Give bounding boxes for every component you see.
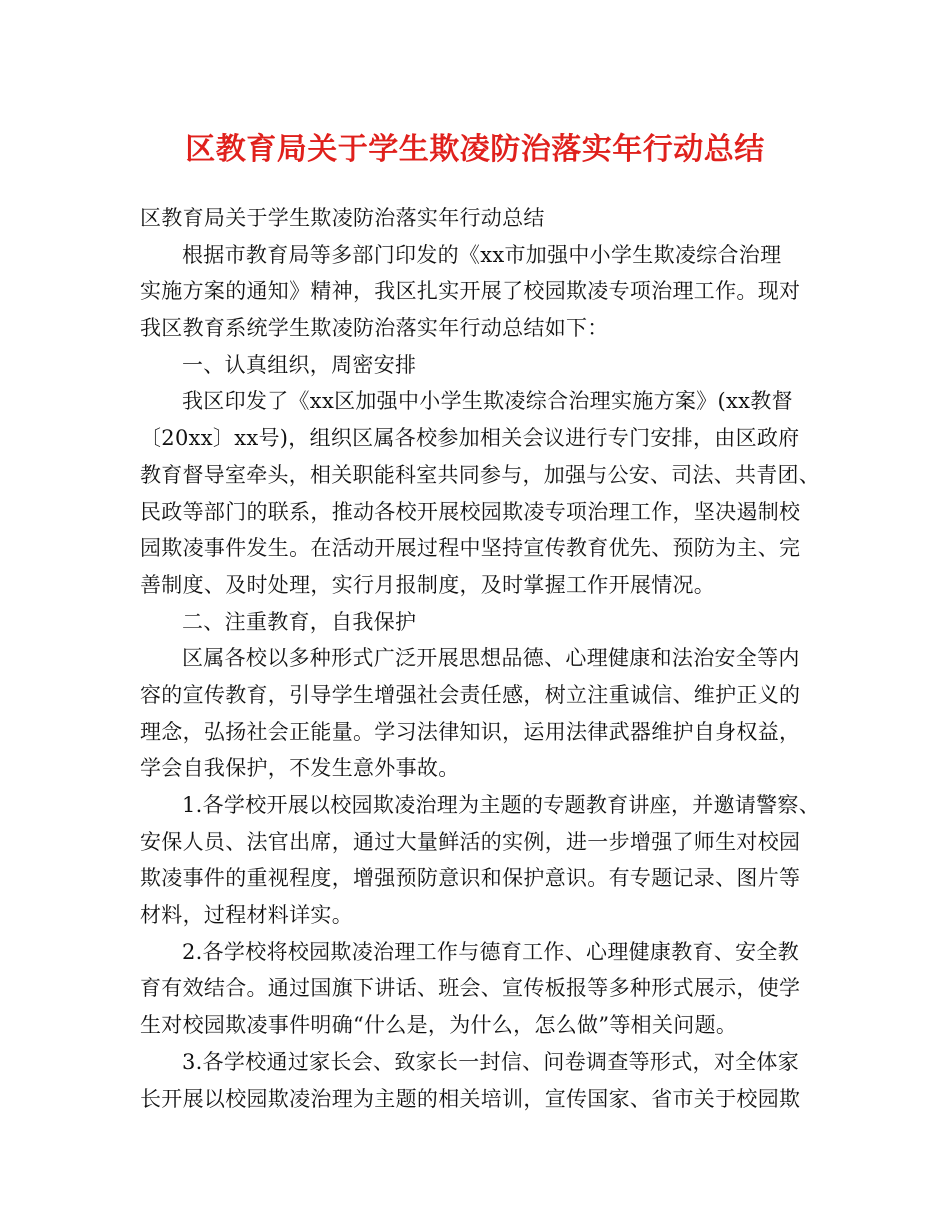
text-line: 区教育局关于学生欺凌防治落实年行动总结 (140, 206, 545, 230)
text-line: 材料，过程材料详实。 (140, 903, 353, 928)
document-title: 区教育局关于学生欺凌防治落实年行动总结 (185, 132, 765, 167)
text-line: 区属各校以多种形式广泛开展思想品德、心理健康和法治安全等内 (182, 646, 800, 671)
text-line: 容的宣传教育，引导学生增强社会责任感，树立注重诚信、维护正义的 (140, 682, 801, 707)
text-line: 我区教育系统学生欺凌防治落实年行动总结如下： (140, 316, 609, 341)
text-line: 园欺凌事件发生。在活动开展过程中坚持宣传教育优先、预防为主、完 (140, 536, 801, 561)
text-line: 生对校园欺凌事件明确“什么是，为什么，怎么做”等相关问题。 (140, 1013, 738, 1038)
text-line: 〔20xx〕xx号)，组织区属各校参加相关会议进行专门安排，由区政府 (140, 426, 800, 451)
text-line: 2.各学校将校园欺凌治理工作与德育工作、心理健康教育、安全教 (182, 939, 800, 964)
text-line: 学会自我保护，不发生意外事故。 (140, 756, 460, 781)
document-body (140, 200, 820, 1117)
text-line: 一、认真组织，周密安排 (182, 352, 417, 377)
text-line: 民政等部门的联系，推动各校开展校园欺凌专项治理工作，坚决遏制校 (140, 499, 801, 524)
text-line: 长开展以校园欺凌治理为主题的相关培训，宣传国家、省市关于校园欺 (140, 1086, 801, 1111)
text-line: 我区印发了《xx区加强中小学生欺凌综合治理实施方案》(xx教督 (182, 389, 793, 414)
text-line: 安保人员、法官出席，通过大量鲜活的实例，进一步增强了师生对校园 (140, 829, 801, 854)
text-line: 根据市教育局等多部门印发的《xx市加强中小学生欺凌综合治理 (182, 242, 782, 267)
text-line: 理念，弘扬社会正能量。学习法律知识，运用法律武器维护自身权益， (140, 719, 801, 744)
text-line: 欺凌事件的重视程度，增强预防意识和保护意识。有专题记录、图片等 (140, 866, 801, 891)
text-line: 二、注重教育，自我保护 (182, 609, 417, 634)
text-line: 1.各学校开展以校园欺凌治理为主题的专题教育讲座，并邀请警察、 (182, 793, 820, 817)
text-line: 育有效结合。通过国旗下讲话、班会、宣传板报等多种形式展示，使学 (140, 976, 801, 1001)
text-line: 教育督导室牵头，相关职能科室共同参与，加强与公安、司法、共青团、 (140, 462, 820, 487)
text-line: 善制度、及时处理，实行月报制度，及时掌握工作开展情况。 (140, 572, 716, 597)
text-line: 3.各学校通过家长会、致家长一封信、问卷调查等形式，对全体家 (182, 1049, 800, 1074)
text-line: 实施方案的通知》精神，我区扎实开展了校园欺凌专项治理工作。现对 (140, 279, 801, 304)
